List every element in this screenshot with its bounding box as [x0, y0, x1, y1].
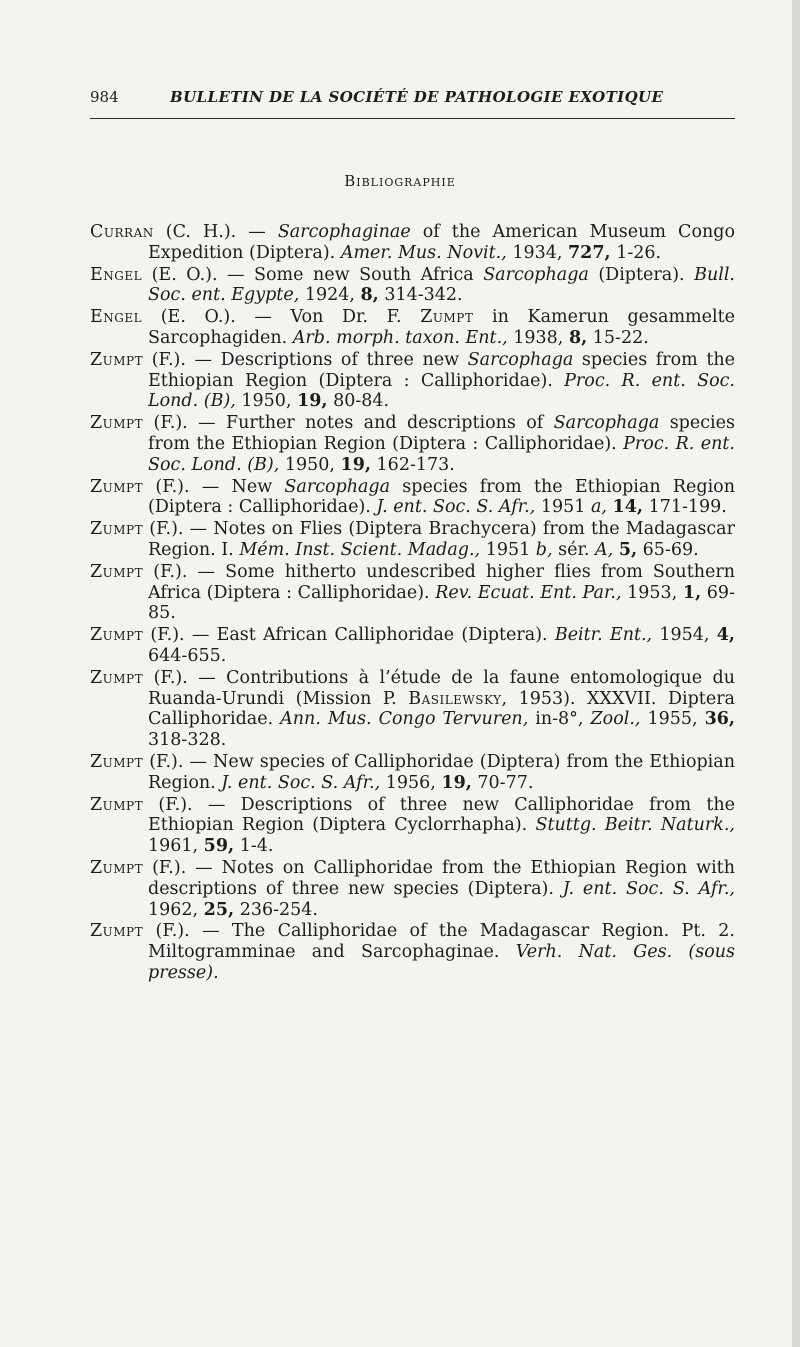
entry-text: 314-342. — [378, 285, 463, 306]
entry-text: , 1953). XXXVII. Diptera Calliphoridae. — [148, 688, 735, 730]
entry-text: species from the Ethiopian Region (Diptera : Calliphoridae). — [148, 413, 735, 454]
entry-text: 162-173. — [370, 454, 455, 475]
page-edge — [792, 0, 800, 1347]
entry-text: 80-84. — [327, 391, 390, 412]
bibliography-entry — [90, 350, 735, 412]
entry-text: Proc. R. ent. Soc. Lond. (B), — [148, 370, 735, 412]
running-head — [90, 88, 735, 106]
entry-text: 1961, — [148, 836, 204, 857]
entry-text: 1950, — [279, 454, 341, 475]
bibliography-entry — [90, 668, 735, 751]
entry-text: (F.). — Some hitherto undescribed higher flies from Southern Africa (Diptera : Calliphoridae). — [148, 561, 735, 603]
entry-text: 19, — [297, 391, 328, 412]
entry-text: J. ent. Soc. S. Afr., — [221, 772, 381, 793]
entry-text: 1956, — [380, 772, 442, 793]
entry-author: Zumpt — [90, 857, 144, 878]
entry-author: Engel — [90, 264, 143, 285]
entry-author: Zumpt — [90, 794, 144, 815]
bibliography-entry — [90, 858, 735, 920]
entry-text: (F.). — Further notes and descriptions of — [153, 413, 554, 434]
entry-text: of the American Museum Congo Expedition (Diptera). — [148, 222, 735, 263]
entry-author: Zumpt — [90, 921, 144, 942]
entry-text: Beitr. Ent., — [554, 625, 653, 646]
entry-text: Bull. Soc. ent. Egypte, — [148, 264, 735, 306]
entry-text: (E. O.). — Von Dr. F. — [160, 307, 421, 328]
entry-text: J. ent. Soc. S. Afr., — [376, 497, 536, 518]
entry-text: 318-328. — [148, 730, 227, 751]
entry-text: 1951 — [535, 497, 591, 518]
entry-text: Proc. R. ent. Soc. Lond. (B), — [148, 433, 735, 475]
entry-text: Sarcophaga — [483, 264, 589, 285]
bibliography-entry — [90, 625, 735, 667]
entry-text: in Kamerun gesammelte Sarcophagiden. — [148, 307, 735, 348]
journal-title: BULLETIN DE LA SOCIÉTÉ DE PATHOLOGIE EXOTIQUE — [170, 88, 664, 106]
entry-text: Zool., — [590, 709, 641, 730]
entry-text: Amer. Mus. Novit., — [340, 242, 507, 263]
entry-text: 1953, — [621, 582, 683, 603]
bibliography-entry — [90, 265, 735, 307]
entry-text: Verh. Nat. Ges. (sous presse). — [148, 942, 736, 983]
entry-text: Mém. Inst. Scient. Madag., — [239, 539, 481, 560]
entry-text: 727, — [568, 242, 611, 263]
bibliography-entry — [90, 477, 735, 519]
entry-text: 8, — [568, 327, 588, 348]
bibliography-entry — [90, 519, 735, 561]
entry-text: J. ent. Soc. S. Afr., — [562, 878, 735, 899]
entry-author: Zumpt — [90, 751, 144, 772]
entry-text: 1, — [682, 582, 702, 603]
bibliography-entry — [90, 307, 735, 349]
entry-text: (F.). — Notes on Flies (Diptera Brachycera) from the Madagascar Region. I. — [148, 519, 735, 560]
entry-text: 70-77. — [471, 772, 534, 793]
entry-text: 8, — [360, 285, 379, 306]
entry-text: Basilewsky — [408, 688, 502, 709]
entry-text: (C. H.). — — [165, 222, 278, 242]
page-number: 984 — [90, 88, 119, 106]
bibliography-entry — [90, 413, 735, 475]
entry-text: 65-69. — [637, 539, 699, 560]
entry-text: 1924, — [299, 285, 361, 306]
entry-author: Zumpt — [90, 519, 144, 540]
header-rule — [90, 118, 735, 119]
entry-author: Curran — [90, 222, 154, 242]
entry-text: 1950, — [235, 391, 298, 412]
entry-text: (F.). — New — [155, 476, 285, 497]
entry-text: 14, — [612, 497, 643, 518]
entry-text: A, — [595, 539, 614, 560]
entry-author: Zumpt — [90, 667, 144, 688]
entry-text: Sarcophaginae — [277, 222, 411, 242]
entry-text: 69-85. — [148, 582, 735, 624]
entry-text: 19, — [340, 454, 371, 475]
entry-author: Zumpt — [90, 476, 144, 497]
entry-text: Arb. morph. taxon. Ent., — [292, 327, 508, 348]
entry-author: Zumpt — [90, 413, 144, 434]
bibliography-entry — [90, 562, 735, 624]
entry-text: (E. O.). — Some new South Africa — [151, 264, 484, 285]
entry-text: Sarcophaga — [284, 476, 391, 497]
entry-text: 5, — [618, 539, 638, 560]
entry-text: 1954, — [652, 625, 717, 646]
entry-text: 59, — [203, 836, 235, 857]
entry-author: Engel — [90, 307, 143, 328]
entry-text: 1-4. — [234, 836, 274, 857]
entry-text: (Diptera). — [588, 264, 695, 285]
entry-text: 36, — [704, 709, 736, 730]
entry-text: 1938, — [507, 327, 569, 348]
entry-text: sér. — [552, 539, 596, 560]
entry-text: 644-655. — [148, 645, 227, 666]
bibliography-list — [90, 222, 735, 985]
entry-text: species from the Ethiopian Region (Diptera : Calliphoridae). — [148, 476, 735, 518]
bibliography-entry — [90, 921, 735, 983]
entry-text: 19, — [441, 772, 472, 793]
entry-text: 236-254. — [234, 899, 318, 920]
entry-author: Zumpt — [90, 349, 144, 370]
entry-author: Zumpt — [90, 561, 144, 582]
entry-text: (F.). — Descriptions of three new — [151, 349, 468, 370]
entry-text: species from the Ethiopian Region (Diptera : Calliphoridae). — [148, 349, 735, 391]
entry-text: Zumpt — [420, 307, 474, 328]
entry-text: 1934, — [506, 242, 568, 263]
entry-text: Ann. Mus. Congo Tervuren, — [280, 709, 529, 730]
entry-text: 1951 — [480, 539, 536, 560]
entry-text: in-8°, — [528, 709, 591, 730]
entry-author: Zumpt — [90, 625, 144, 646]
entry-text: 1955, — [640, 709, 705, 730]
entry-text: Sarcophaga — [553, 413, 660, 434]
entry-text: Stuttg. Beitr. Naturk., — [535, 815, 735, 836]
section-title: Bibliographie — [344, 172, 456, 190]
entry-text: Sarcophaga — [467, 349, 574, 370]
entry-text: 4, — [716, 625, 735, 646]
entry-text: (F.). — The Calliphoridae of the Madagascar Region. Pt. 2. Miltogramminae and Sarcophaginae. — [148, 921, 735, 963]
entry-text: 171-199. — [643, 497, 727, 518]
entry-text: Rev. Ecuat. Ent. Par., — [435, 582, 622, 603]
entry-text: 1962, — [148, 899, 204, 920]
bibliography-entry — [90, 795, 735, 857]
entry-text: (F.). — Contributions à l’étude de la faune entomologique du Ruanda-Urundi (Mission P. — [148, 667, 735, 709]
entry-text: (F.). — Descriptions of three new Calliphoridae from the Ethiopian Region (Diptera Cyclorrhapha). — [148, 794, 735, 836]
bibliography-entry — [90, 752, 735, 794]
entry-text: (F.). — East African Calliphoridae (Diptera). — [150, 625, 555, 646]
entry-text: 15-22. — [587, 327, 649, 348]
entry-text: (F.). — Notes on Calliphoridae from the Ethiopian Region with descriptions of three new species (Diptera). — [148, 857, 735, 899]
entry-text: (F.). — New species of Calliphoridae (Diptera) from the Ethiopian Region. — [148, 751, 735, 793]
entry-text: a, — [590, 497, 607, 518]
bibliography-entry — [90, 222, 735, 264]
entry-text: b, — [535, 539, 553, 560]
entry-text: 1-26. — [610, 242, 662, 263]
entry-text: 25, — [203, 899, 235, 920]
